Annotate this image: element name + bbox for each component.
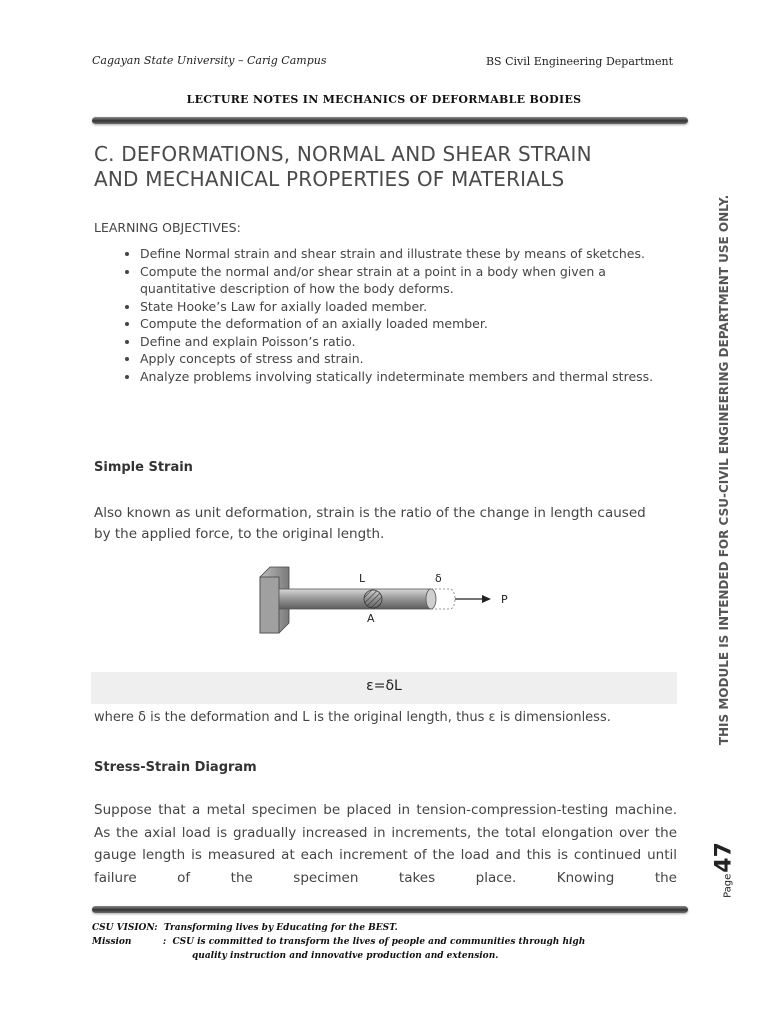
learning-objectives-label: LEARNING OBJECTIVES: <box>94 220 241 235</box>
objective-item: • Apply concepts of stress and strain. <box>140 350 685 368</box>
bar-end <box>426 589 436 609</box>
objective-item: • Define and explain Poisson’s ratio. <box>140 333 685 351</box>
page-number <box>712 842 737 898</box>
objective-item: • Compute the normal and/or shear strain at a point in a body when given a quantitative description of how the body deforms. <box>140 263 685 298</box>
vision-label: CSU VISION: <box>92 923 158 933</box>
objective-item: • State Hooke’s Law for axially loaded member. <box>140 298 685 316</box>
learning-objectives-list <box>118 245 685 385</box>
mission-text-line-1: CSU is committed to transform the lives of people and communities through high <box>172 937 586 947</box>
label-deformation: δ <box>435 572 442 585</box>
label-force: P <box>501 593 508 606</box>
footer <box>92 921 692 963</box>
objective-item: • Compute the deformation of an axially loaded member. <box>140 315 685 333</box>
force-arrowhead <box>482 595 491 603</box>
header-rule <box>92 117 688 124</box>
page-number-value: 47 <box>711 842 737 873</box>
objective-item: • Define Normal strain and shear strain and illustrate these by means of sketches. <box>140 245 685 263</box>
side-note: THIS MODULE IS INTENDED FOR CSU-CIVIL ENGINEERING DEPARTMENT USE ONLY. <box>717 194 731 746</box>
footer-vision <box>92 921 692 935</box>
chapter-title-line-2: AND MECHANICAL PROPERTIES OF MATERIALS <box>94 167 565 191</box>
bar-body <box>279 589 431 609</box>
cross-section-area <box>364 590 382 608</box>
label-length: L <box>359 572 366 585</box>
strain-bar-figure <box>255 565 535 635</box>
formula-box <box>91 672 677 704</box>
label-area: A <box>367 612 375 625</box>
simple-strain-paragraph: Also known as unit deformation, strain is the ratio of the change in length caused by the applied force, to the original length. <box>94 505 646 542</box>
stress-strain-paragraph: Suppose that a metal specimen be placed in tension-compression-testing machine. As the axial load is gradually increased in increments, the total elongation over the gauge length is measured at each increment of the load and this is continued until failure of the specimen takes place. Knowing the <box>94 802 677 886</box>
mission-text-line-2: quality instruction and innovative production and extension. <box>192 951 499 961</box>
objective-item: • Analyze problems involving statically indeterminate members and thermal stress. <box>140 368 685 386</box>
footer-mission-cont <box>92 949 692 963</box>
strain-formula: ε=δL <box>366 678 402 694</box>
vision-text: Transforming lives by Educating for the BEST. <box>163 923 398 933</box>
stress-strain-heading: Stress-Strain Diagram <box>94 760 257 775</box>
header-department: BS Civil Engineering Department <box>485 55 673 68</box>
footer-rule <box>92 906 688 913</box>
header-university: Cagayan State University – Carig Campus <box>92 54 327 67</box>
footer-mission <box>92 935 692 949</box>
mission-label: Mission <box>92 937 132 947</box>
simple-strain-heading: Simple Strain <box>94 460 193 475</box>
chapter-title-line-1: C. DEFORMATIONS, NORMAL AND SHEAR STRAIN <box>94 142 592 166</box>
chapter-title <box>94 142 694 192</box>
formula-explanation: where δ is the deformation and L is the original length, thus ε is dimensionless. <box>94 710 611 725</box>
mission-separator: : <box>162 937 167 947</box>
lecture-title: LECTURE NOTES IN MECHANICS OF DEFORMABLE BODIES <box>186 93 582 106</box>
wall-face <box>260 577 279 633</box>
page-label: Page <box>722 873 734 898</box>
